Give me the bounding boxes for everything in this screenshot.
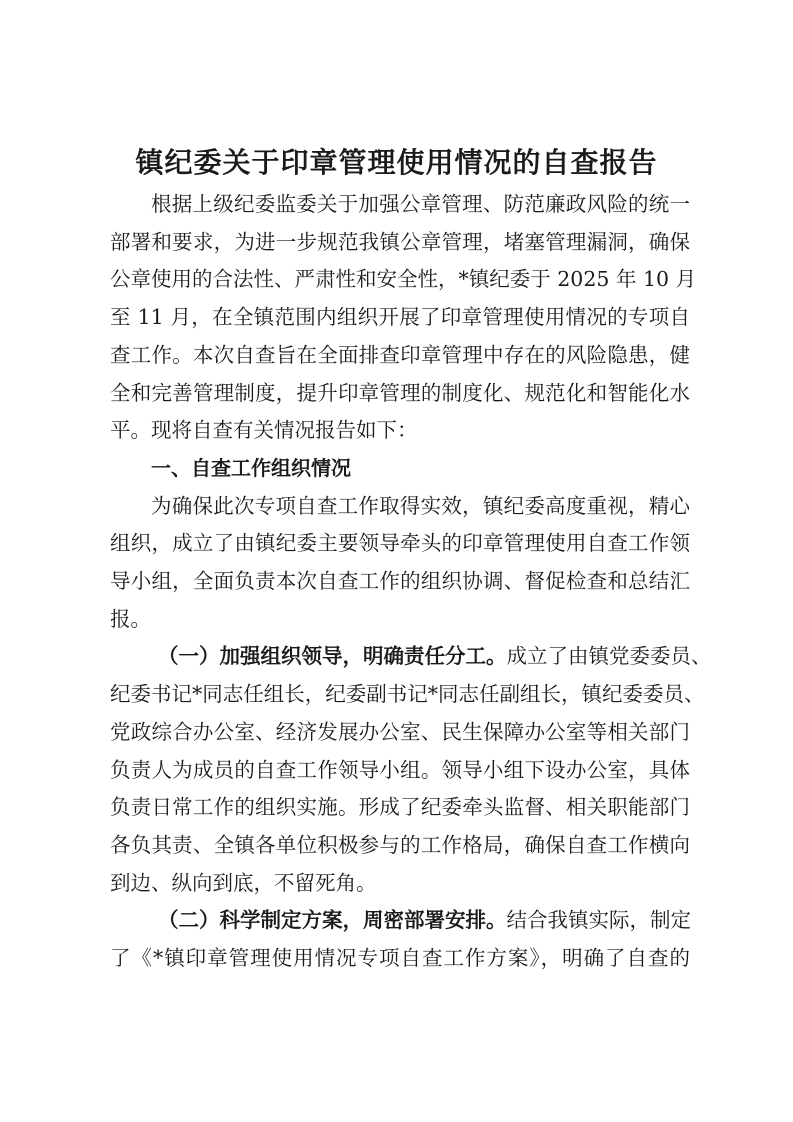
- text-line: 党政综合办公室、经济发展办公室、民生保障办公室等相关部门: [110, 719, 690, 744]
- text-line: 负责日常工作的组织实施。形成了纪委牵头监督、相关职能部门: [110, 795, 690, 820]
- text-line: 到边、纵向到底，不留死角。: [110, 870, 377, 895]
- text-line: 负责人为成员的自查工作领导小组。领导小组下设办公室，具体: [110, 757, 690, 782]
- text-line: 报。: [110, 606, 151, 631]
- intro-paragraph: [110, 186, 697, 450]
- text-line: [110, 638, 712, 676]
- text-line: 部署和要求，为进一步规范我镇公章管理，堵塞管理漏洞，确保: [110, 229, 690, 254]
- document-body: [110, 186, 712, 978]
- document-title: 镇纪委关于印章管理使用情况的自查报告: [135, 146, 658, 179]
- text-line: 根据上级纪委监委关于加强公章管理、防范廉政风险的统一: [151, 192, 690, 216]
- subsection-lead: （二）科学制定方案，周密部署安排。: [158, 908, 507, 933]
- text-line: 为确保此次专项自查工作取得实效，镇纪委高度重视，精心: [151, 493, 690, 518]
- text-line: 全和完善管理制度，提升印章管理的制度化、规范化和智能化水: [110, 380, 690, 405]
- text-line: 了《*镇印章管理使用情况专项自查工作方案》，明确了自查的: [110, 946, 690, 971]
- text-line: 公章使用的合法性、严肃性和安全性，*镇纪委于 2025 年 10 月: [110, 267, 697, 292]
- subsection2-paragraph: [110, 902, 690, 977]
- text-line: 至 11 月，在全镇范围内组织开展了印章管理使用情况的专项自: [110, 305, 690, 330]
- section1-paragraph: [110, 488, 690, 639]
- subsection-text: 成立了由镇党委委员、: [506, 644, 712, 669]
- text-line: 纪委书记*同志任组长，纪委副书记*同志任副组长，镇纪委委员、: [110, 682, 705, 707]
- subsection-lead: （一）加强组织领导，明确责任分工。: [158, 644, 507, 669]
- text-line: 组织，成立了由镇纪委主要领导牵头的印章管理使用自查工作领: [110, 531, 690, 556]
- subsection1-paragraph: [110, 638, 712, 902]
- text-line: [110, 902, 690, 940]
- subsection-text: 结合我镇实际，制定: [506, 908, 691, 933]
- text-line: 导小组，全面负责本次自查工作的组织协调、督促检查和总结汇: [110, 569, 690, 594]
- text-line: 各负其责、全镇各单位积极参与的工作格局，确保自查工作横向: [110, 832, 690, 857]
- text-line: 平。现将自查有关情况报告如下：: [110, 418, 418, 443]
- section-heading: 一、自查工作组织情况: [151, 455, 351, 480]
- text-line: 查工作。本次自查旨在全面排查印章管理中存在的风险隐患，健: [110, 342, 690, 367]
